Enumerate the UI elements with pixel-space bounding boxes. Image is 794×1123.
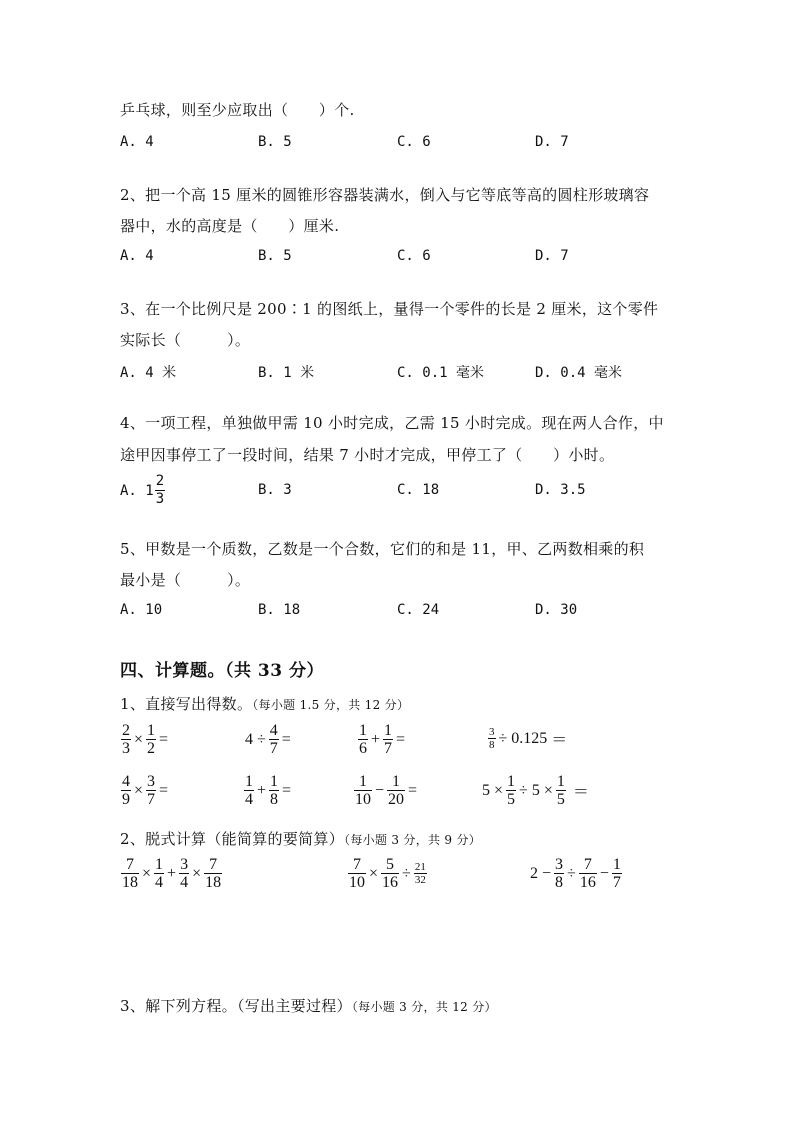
fraction-denominator: 16 — [382, 874, 399, 891]
fraction — [244, 773, 254, 808]
fraction-numerator: 7 — [121, 856, 139, 874]
math-symbol: = — [282, 781, 292, 799]
math-symbol: × — [192, 864, 202, 882]
fraction — [554, 856, 564, 891]
calc-2-expr-2 — [347, 856, 428, 891]
fraction — [269, 773, 279, 808]
math-symbol: × — [369, 864, 379, 882]
fraction-denominator: 4 — [180, 874, 189, 891]
q3-option-d: D. 0.4 毫米 — [535, 365, 623, 381]
q2-option-a: A. 4 — [120, 248, 154, 264]
fraction — [146, 773, 156, 808]
fraction-numerator: 1 — [155, 856, 164, 873]
fraction — [154, 856, 164, 891]
fraction-denominator: 8 — [555, 874, 564, 891]
math-symbol: × — [134, 781, 144, 799]
fraction-numerator: 1 — [147, 722, 156, 739]
math-symbol: − — [599, 864, 609, 882]
calc-3-heading: 3、解下列方程。（写出主要过程） — [120, 997, 352, 1015]
fraction-denominator: 7 — [147, 791, 156, 808]
q1-option-a: A. 4 — [120, 134, 154, 150]
fraction-denominator: 16 — [579, 874, 596, 891]
math-symbol: ÷ — [567, 864, 576, 882]
math-symbol: + — [257, 781, 267, 799]
fraction-numerator: 1 — [556, 773, 565, 790]
math-symbol: ÷ — [498, 729, 508, 747]
q5-option-b: B. 18 — [258, 602, 301, 618]
fraction — [179, 856, 189, 891]
fraction-numerator: 1 — [612, 856, 621, 873]
q1-option-c: C. 6 — [397, 134, 431, 150]
math-symbol: × — [494, 781, 504, 799]
fraction — [488, 726, 496, 751]
q2-option-d: D. 7 — [535, 248, 569, 264]
fraction-numerator: 7 — [348, 856, 366, 874]
fraction — [556, 773, 566, 808]
fraction-denominator: 3 — [155, 491, 165, 507]
fraction-numerator: 5 — [381, 856, 399, 874]
math-symbol: × — [134, 730, 144, 748]
fraction-numerator: 2 — [122, 722, 130, 739]
math-symbol: ＝ — [572, 784, 589, 801]
fraction-denominator: 7 — [384, 740, 393, 757]
q1-option-d: D. 7 — [535, 134, 569, 150]
fraction — [354, 773, 372, 808]
fraction-numerator: 3 — [555, 856, 564, 873]
q5-option-c: C. 24 — [397, 602, 440, 618]
q3-option-b: B. 1 米 — [258, 365, 315, 381]
calc-1-points-note: （每小题 1.5 分，共 12 分） — [252, 698, 410, 712]
math-symbol: ÷ — [519, 781, 528, 799]
q5-option-d: D. 30 — [535, 602, 578, 618]
q4-option-b: B. 3 — [258, 482, 292, 498]
section-4-title: 四、计算题。（共 33 分） — [120, 661, 324, 681]
fraction — [121, 722, 131, 757]
math-symbol: = — [159, 730, 169, 748]
fraction — [387, 773, 405, 808]
fraction-numerator: 1 — [359, 722, 367, 739]
math-symbol: = — [281, 730, 291, 748]
calc-2-expr-3 — [528, 856, 623, 891]
q4-option-a-whole: A. 1 — [120, 482, 154, 499]
fraction-denominator: 7 — [269, 740, 278, 757]
q4-option-c: C. 18 — [397, 482, 440, 498]
question-2-line-2: 器中，水的高度是（ ）厘米. — [120, 217, 340, 235]
question-3-line-1: 3、在一个比例尺是 200∶1 的图纸上，量得一个零件的长是 2 厘米，这个零件 — [120, 300, 659, 318]
q2-option-b: B. 5 — [258, 248, 292, 264]
math-symbol: = — [408, 781, 418, 799]
fraction-denominator: 8 — [270, 791, 279, 808]
q2-option-c: C. 6 — [397, 248, 431, 264]
fraction-numerator: 4 — [122, 773, 130, 790]
math-symbol: = — [396, 730, 406, 748]
calc-3-title — [120, 996, 497, 1017]
question-1-tail: 乒乓球，则至少应取出（ ）个. — [120, 101, 355, 119]
q3-option-c: C. 0.1 毫米 — [397, 365, 485, 381]
fraction — [506, 773, 516, 808]
math-symbol: ÷ — [257, 730, 266, 748]
math-symbol: + — [167, 864, 177, 882]
fraction-denominator: 5 — [507, 791, 516, 808]
expr-2-4 — [480, 773, 591, 808]
q4-option-d: D. 3.5 — [535, 482, 586, 498]
math-symbol: 5 — [482, 781, 490, 799]
fraction-numerator: 2 — [155, 473, 165, 489]
expr-1-4 — [487, 726, 569, 751]
fraction-denominator: 10 — [349, 874, 365, 891]
fraction — [414, 861, 427, 886]
fraction-denominator: 2 — [147, 740, 156, 757]
math-symbol: 2 — [530, 864, 538, 882]
math-symbol: ＝ — [551, 732, 568, 749]
fraction-numerator: 4 — [269, 722, 278, 739]
expr-2-3 — [353, 773, 419, 808]
question-5-line-2: 最小是（ ）。 — [120, 571, 251, 589]
fraction-denominator: 18 — [122, 874, 138, 891]
math-symbol: 5 — [531, 781, 540, 799]
q4-option-a — [120, 473, 166, 508]
math-symbol: 0.125 — [511, 729, 548, 747]
fraction-numerator: 3 — [180, 856, 189, 873]
question-4-line-2: 途甲因事停工了一段时间，结果 7 小时才完成，甲停工了（ ）小时。 — [120, 446, 615, 464]
calc-1-heading: 1、直接写出得数。 — [120, 695, 253, 713]
fraction-numerator: 3 — [147, 773, 156, 790]
fraction-numerator: 1 — [384, 722, 393, 739]
calc-2-points-note: （每小题 3 分，共 9 分） — [344, 833, 482, 847]
fraction-numerator: 1 — [387, 773, 405, 791]
fraction — [579, 856, 597, 891]
math-symbol: − — [375, 781, 385, 799]
calc-3-points-note: （每小题 3 分，共 12 分） — [351, 1000, 497, 1014]
question-4-line-1: 4、一项工程，单独做甲需 10 小时完成，乙需 15 小时完成。现在两人合作，中 — [120, 414, 664, 432]
fraction — [381, 856, 399, 891]
fraction-denominator: 8 — [489, 739, 495, 751]
expr-2-2 — [243, 773, 293, 808]
fraction-denominator: 7 — [612, 874, 621, 891]
fraction-numerator: 1 — [354, 773, 372, 791]
fraction-numerator: 1 — [245, 773, 253, 790]
calc-2-expr-1 — [120, 856, 223, 891]
math-symbol: × — [142, 864, 152, 882]
calc-2-title — [120, 829, 481, 850]
question-2-line-1: 2、把一个高 15 厘米的圆锥形容器装满水，倒入与它等底等高的圆柱形玻璃容 — [120, 186, 650, 204]
fraction-denominator: 3 — [122, 740, 130, 757]
expr-1-3 — [357, 722, 407, 757]
math-symbol: + — [371, 730, 381, 748]
math-symbol: × — [543, 781, 553, 799]
fraction — [121, 856, 139, 891]
calc-2-heading: 2、脱式计算（能简算的要简算） — [120, 830, 345, 848]
fraction-denominator: 18 — [205, 874, 222, 891]
q3-option-a: A. 4 米 — [120, 365, 177, 381]
fraction — [121, 773, 131, 808]
fraction-denominator: 20 — [388, 791, 405, 808]
fraction-numerator: 1 — [270, 773, 279, 790]
fraction — [204, 856, 222, 891]
fraction-numerator: 7 — [579, 856, 597, 874]
fraction-numerator: 3 — [489, 726, 495, 738]
fraction-denominator: 4 — [155, 874, 164, 891]
fraction-numerator: 21 — [414, 861, 426, 873]
expr-2-1 — [120, 773, 170, 808]
fraction-denominator: 9 — [122, 791, 130, 808]
expr-1-2 — [243, 722, 293, 757]
fraction-denominator: 5 — [556, 791, 565, 808]
fraction — [348, 856, 366, 891]
math-symbol: − — [542, 864, 552, 882]
fraction — [383, 722, 393, 757]
fraction-numerator: 1 — [507, 773, 516, 790]
fraction — [269, 722, 279, 757]
q5-option-a: A. 10 — [120, 602, 163, 618]
expr-1-1 — [120, 722, 170, 757]
fraction-denominator: 32 — [414, 874, 426, 886]
fraction-denominator: 10 — [355, 791, 371, 808]
q4-option-a-fraction — [155, 473, 165, 508]
fraction-denominator: 6 — [359, 740, 367, 757]
fraction-denominator: 4 — [245, 791, 253, 808]
calc-1-title — [120, 694, 409, 715]
math-symbol: ÷ — [402, 864, 411, 882]
fraction — [612, 856, 622, 891]
fraction — [358, 722, 368, 757]
math-symbol: 4 — [245, 730, 253, 748]
question-3-line-2: 实际长（ ）。 — [120, 331, 251, 349]
q1-option-b: B. 5 — [258, 134, 292, 150]
question-5-line-1: 5、甲数是一个质数，乙数是一个合数，它们的和是 11，甲、乙两数相乘的积 — [120, 540, 645, 558]
fraction — [146, 722, 156, 757]
math-symbol: = — [159, 781, 169, 799]
fraction-numerator: 7 — [204, 856, 222, 874]
